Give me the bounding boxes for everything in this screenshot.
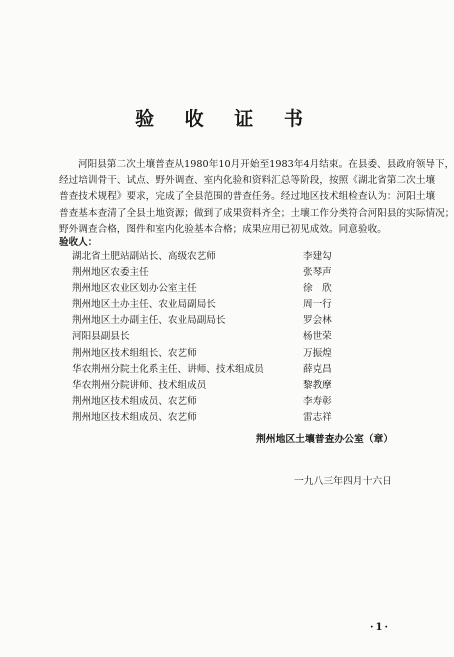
paragraph-line: 野外调查合格，图件和室内化验基本合格；成果应用已初见成效。同意验收。: [59, 223, 387, 235]
member-name: 万振煌: [303, 347, 332, 359]
member-role: 华农荆州分院讲师、技术组成员: [72, 379, 207, 391]
paragraph-line: 河阳县第二次土壤普查从1980年10月开始至1983年4月结束。在县委、县政府领导下，: [78, 159, 454, 170]
member-row: [72, 249, 392, 265]
member-role: 华农荆州分院土化系主任、讲师、技术组成员: [72, 363, 264, 375]
member-role: 河阳县副县长: [72, 331, 130, 343]
paragraph-line: 普查技术规程》要求，完成了全县范围的普查任务。经过地区技术组检查认为：河阳土壤: [59, 191, 436, 203]
member-role: 荆州地区土办主任、农业局副局长: [72, 299, 216, 311]
member-role: 湖北省土肥站副站长、高级农艺师: [72, 251, 216, 262]
issuing-office: 荆州地区土壤普查办公室（章）: [256, 434, 394, 445]
member-name: 杨世荣: [303, 331, 332, 343]
member-role: 荆州地区技术组成员、农艺师: [72, 411, 197, 423]
page-number: ·1·: [370, 622, 390, 633]
member-row: [72, 281, 392, 297]
member-row: [72, 394, 392, 410]
member-name: 黎教摩: [303, 379, 332, 391]
member-name: 徐 欣: [303, 283, 332, 295]
member-row: [72, 378, 392, 394]
issue-date: 一九八三年四月十六日: [294, 476, 392, 487]
member-list: [72, 249, 392, 426]
certificate-paragraph: [59, 157, 454, 238]
committee-label: 验收人：: [59, 237, 98, 248]
member-name: 罗会林: [303, 315, 332, 327]
paragraph-line: 普查基本查清了全县土地资源；做到了成果资料齐全；土壤工作分类符合河阳县的实际情况；: [59, 207, 454, 219]
paragraph-line: 经过培训骨干、试点、野外调查、室内化验和资料汇总等阶段，按照《湖北省第二次土壤: [59, 175, 436, 187]
member-row: [72, 410, 392, 426]
member-name: 李建勾: [303, 251, 332, 262]
member-name: 雷志祥: [303, 411, 332, 423]
member-name: 周一行: [303, 299, 332, 311]
member-role: 荆州地区农业区划办公室主任: [72, 283, 197, 295]
member-name: 李寿彰: [303, 395, 332, 407]
member-name: 张琴声: [303, 267, 332, 279]
member-role: 荆州地区农委主任: [72, 267, 149, 279]
member-row: [72, 265, 392, 281]
member-row: [72, 329, 392, 345]
member-row: [72, 297, 392, 313]
member-role: 荆州地区土办副主任、农业局副局长: [72, 315, 226, 327]
member-row: [72, 346, 392, 362]
member-row: [72, 313, 392, 329]
member-name: 薛克昌: [303, 363, 332, 375]
member-row: [72, 362, 392, 378]
document-title: 验 收 证 书: [135, 108, 315, 130]
member-role: 荆州地区技术组组长、农艺师: [72, 347, 197, 359]
member-role: 荆州地区技术组成员、农艺师: [72, 395, 197, 407]
